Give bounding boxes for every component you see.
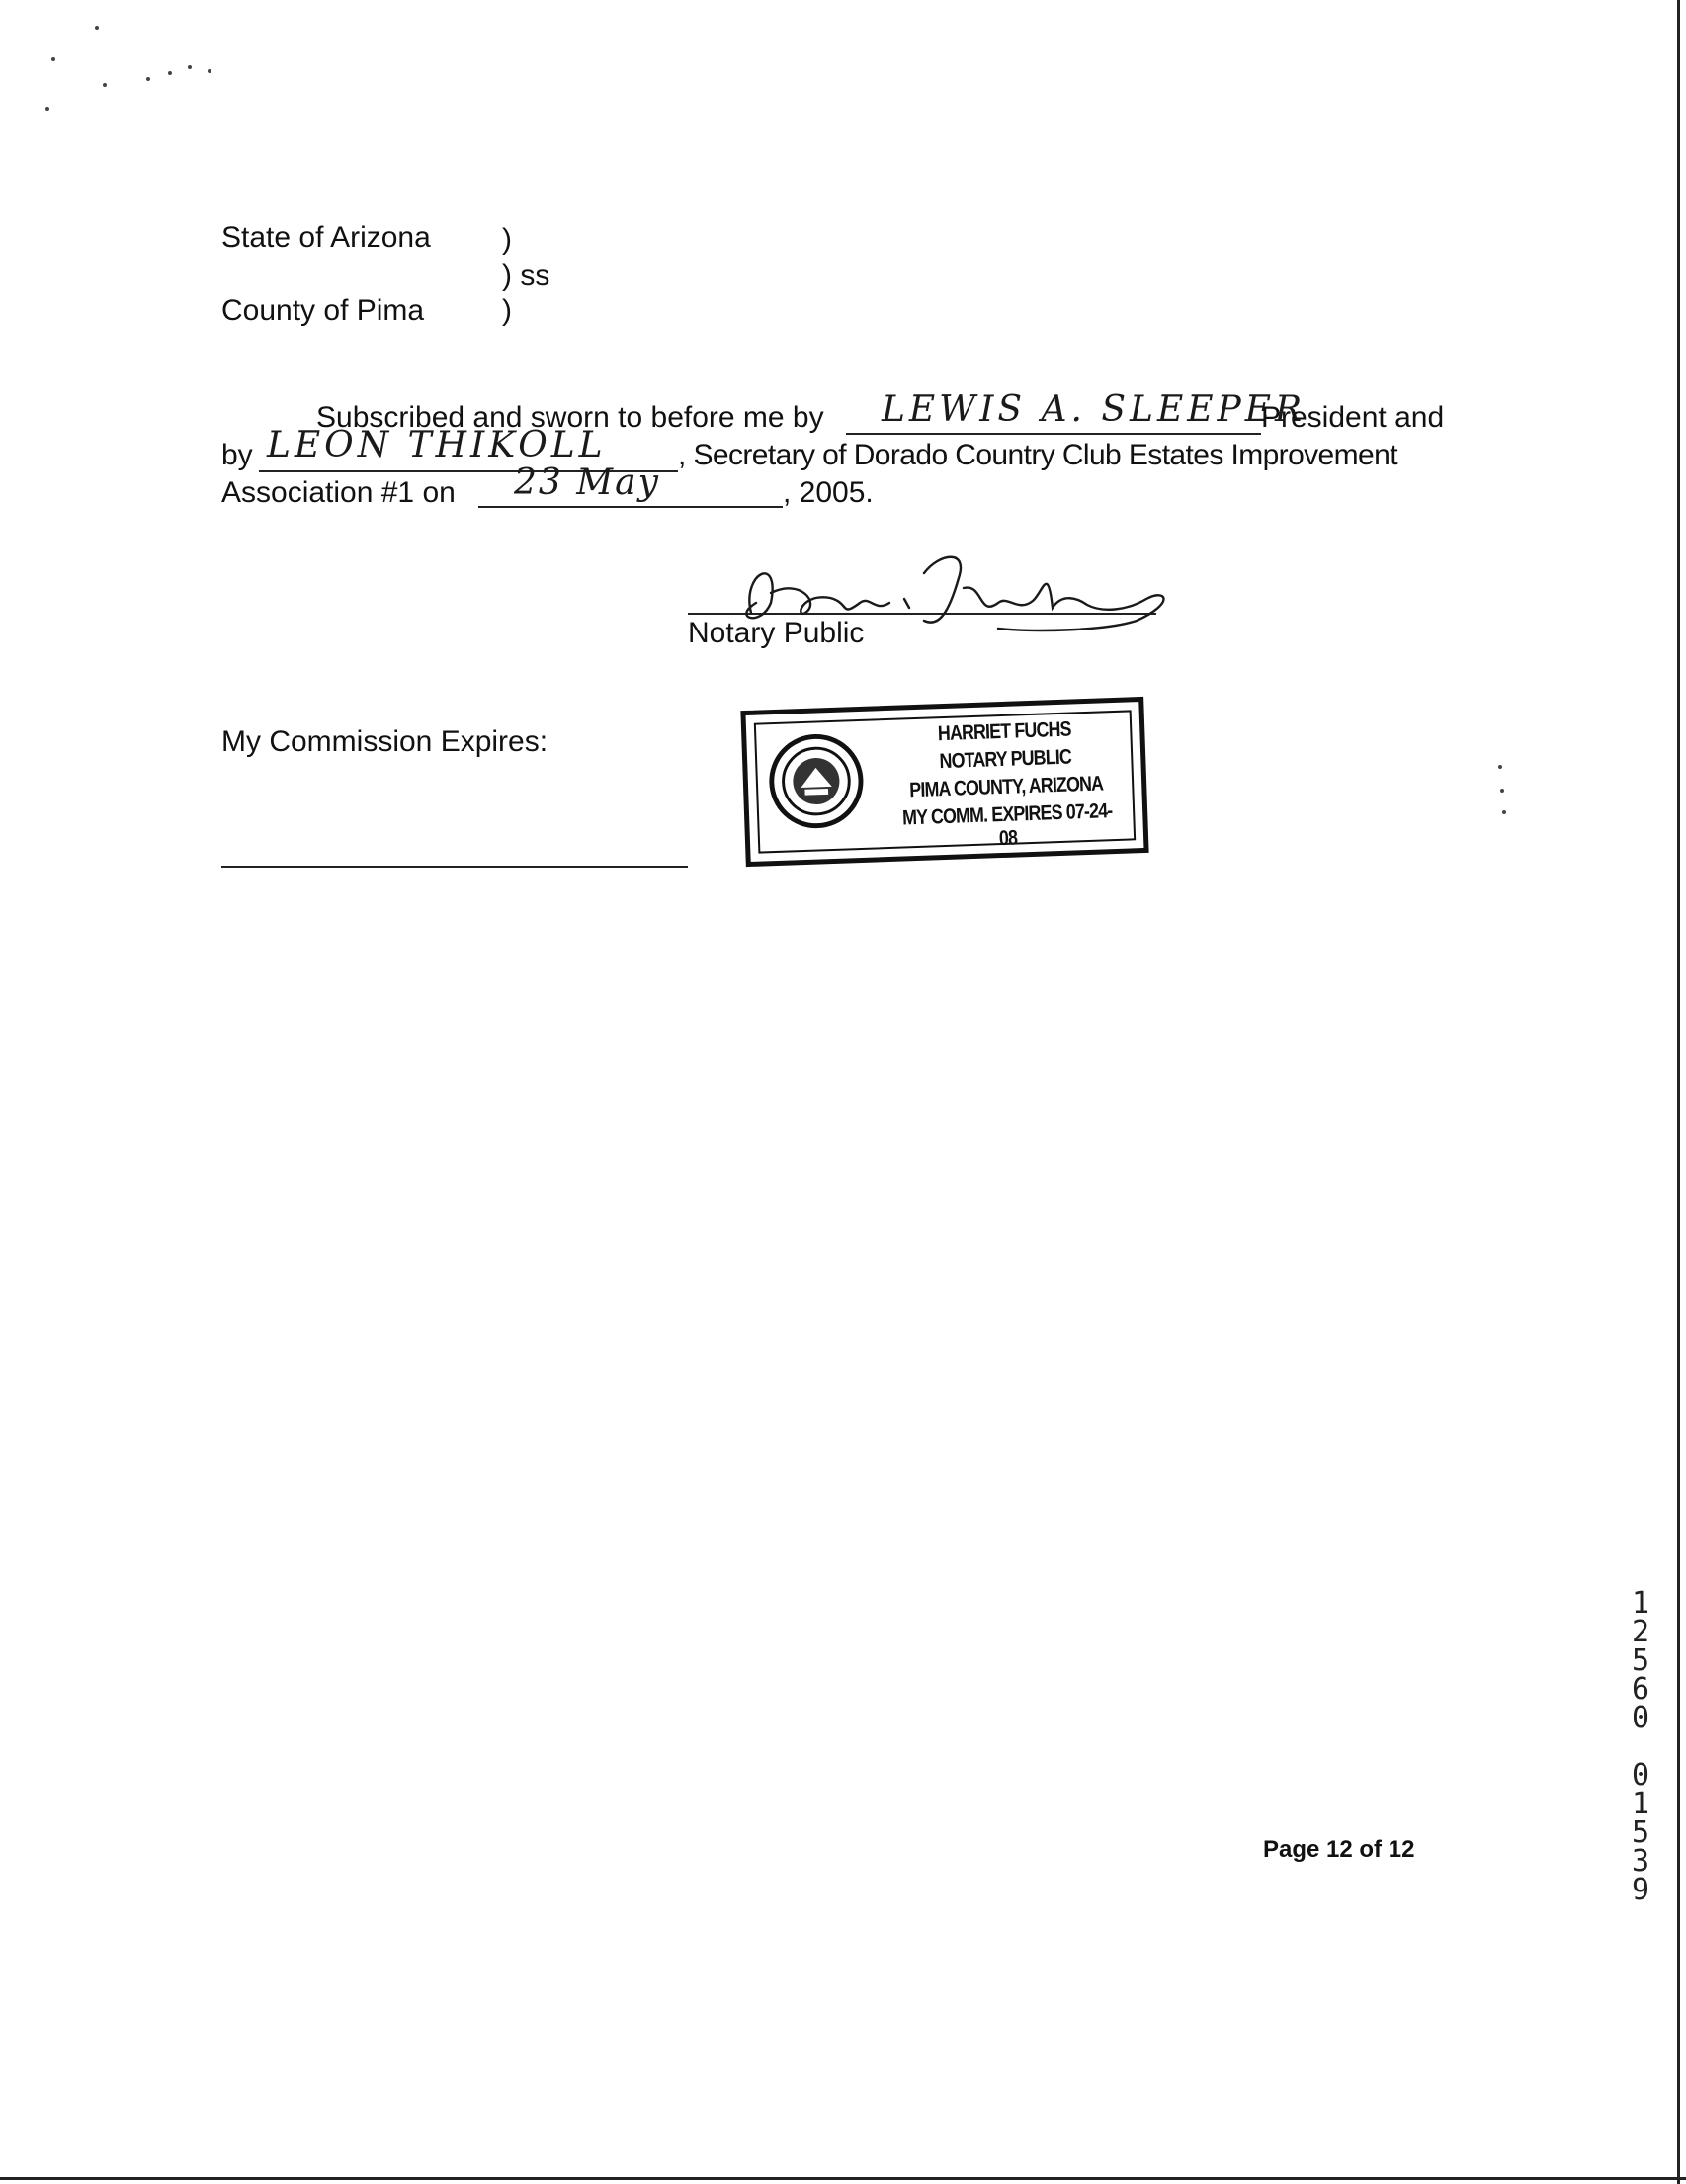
notary-public-title: Notary Public (688, 617, 865, 649)
jurat-line2-prefix: by (221, 439, 253, 471)
stamp-name: HARRIET FUCHS (937, 717, 1071, 746)
state-label: State of Arizona (221, 221, 431, 254)
president-blank (846, 433, 1261, 435)
jurat-line3-suffix: , 2005. (783, 476, 874, 509)
secretary-name-handwritten: LEON THIKOLL (267, 425, 607, 465)
page-bottom-edge (0, 2177, 1686, 2180)
stamp-title: NOTARY PUBLIC (939, 745, 1072, 774)
doc-number-vertical: 1 2 5 6 0 0 1 5 3 9 (1631, 1586, 1650, 1907)
jurat-line1-prefix: Subscribed and sworn to before me by (316, 401, 824, 434)
commission-blank (221, 866, 688, 868)
county-label: County of Pima (221, 294, 425, 327)
state-seal-icon (766, 731, 866, 831)
president-name-handwritten: LEWIS A. SLEEPER (882, 389, 1307, 430)
date-blank (478, 506, 783, 508)
commission-label: My Commission Expires: (221, 725, 548, 758)
page-right-edge (1677, 0, 1680, 2184)
jurat-line2-suffix: , Secretary of Dorado Country Club Estates Improvement (678, 439, 1397, 471)
jurat-line3-prefix: Association #1 on (221, 476, 456, 509)
stamp-county: PIMA COUNTY, ARIZONA (908, 772, 1104, 802)
venue-ss: ) ss (502, 259, 550, 292)
page-number: Page 12 of 12 (1263, 1836, 1415, 1863)
venue-paren-bottom: ) (502, 294, 512, 327)
venue-paren-top: ) (502, 223, 512, 256)
date-handwritten: 23 May (514, 462, 660, 503)
jurat-line1-suffix: President and (1261, 401, 1445, 434)
notary-signature-text: Harriet Fuchs (712, 534, 718, 535)
notary-stamp (740, 697, 1148, 867)
stamp-expiry: MY COMM. EXPIRES 07-24-08 (901, 799, 1113, 851)
